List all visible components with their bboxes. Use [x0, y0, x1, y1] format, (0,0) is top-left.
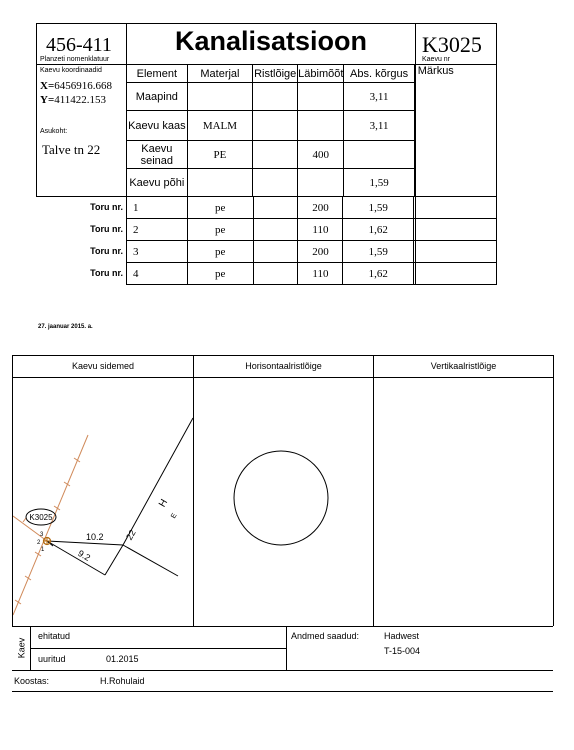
row-elevation: 3,11	[344, 111, 414, 141]
location-value: Talve tn 22	[42, 142, 101, 157]
col-note: Märkus	[414, 65, 496, 197]
dim-label-a: 10.2	[86, 532, 104, 542]
pipe-row	[127, 219, 497, 241]
pipe-elevation: 1,59	[343, 241, 414, 263]
tie-line-a	[47, 541, 123, 545]
row-element: Kaevu kaas	[127, 111, 188, 141]
pipe-row	[127, 241, 497, 263]
row-material	[187, 169, 253, 197]
pipe-label: Toru nr.	[90, 246, 123, 256]
building-side	[123, 545, 178, 576]
col-section: Ristlõige	[253, 65, 298, 83]
pipe-section	[253, 241, 298, 263]
author-label: Koostas:	[14, 676, 50, 686]
row-elevation	[344, 141, 414, 169]
col-element: Element	[127, 65, 188, 83]
pipe-section	[253, 197, 298, 219]
row-elevation: 3,11	[344, 83, 414, 111]
document-date: 27. jaanuar 2015. a.	[38, 324, 93, 330]
source-code: T-15-004	[384, 646, 421, 656]
pipe-section	[253, 263, 298, 285]
row-material: PE	[187, 141, 253, 169]
dim-label-c: 22	[124, 528, 138, 542]
row-diameter: 400	[298, 141, 344, 169]
row-diameter	[298, 111, 344, 141]
pipe-section	[253, 219, 298, 241]
panel-title-middle: Horisontaalristlõige	[245, 361, 322, 371]
pipe-nr: 2	[127, 219, 188, 241]
pipe-note	[414, 219, 497, 241]
side-label-box	[12, 626, 30, 670]
pipe-elevation: 1,62	[343, 219, 414, 241]
row-elevation: 1,59	[344, 169, 414, 197]
coord-y-label: Y=	[40, 94, 55, 106]
house-letter: H	[157, 497, 171, 510]
built-label: ehitatud	[38, 631, 71, 641]
author-value: H.Rohulaid	[100, 676, 145, 686]
pipe-line-diagonal	[13, 435, 88, 615]
row-element: Kaevu põhi	[127, 169, 188, 197]
panel-title-right: Vertikaalristlõige	[430, 361, 497, 371]
col-elevation: Abs. kõrgus	[344, 65, 414, 83]
col-diameter: Läbimõõt	[298, 65, 344, 83]
surveyed-date: 01.2015	[106, 654, 139, 664]
row-section	[253, 83, 298, 111]
coords-heading: Kaevu koordinaadid	[40, 67, 102, 74]
table-header-row	[127, 65, 497, 83]
well-id: K3025	[422, 32, 482, 57]
pipe-material: pe	[187, 219, 253, 241]
pipe-nr: 3	[127, 241, 188, 263]
pipe-number: 2	[37, 540, 41, 546]
row-material: MALM	[187, 111, 253, 141]
well-data-table	[126, 64, 497, 197]
coord-y-value: 411422.153	[54, 94, 107, 106]
row-diameter	[298, 169, 344, 197]
side-label: Kaev	[16, 637, 27, 659]
row-section	[253, 141, 298, 169]
map-number: 456-411	[46, 34, 112, 56]
pipe-note	[414, 263, 497, 285]
pipe-nr: 4	[127, 263, 188, 285]
pipe-row	[127, 197, 497, 219]
pipe-label: Toru nr.	[90, 224, 123, 234]
panel-title-left: Kaevu sidemed	[71, 361, 135, 371]
source-value: Hadwest	[384, 631, 420, 641]
pipe-number: 3	[40, 532, 44, 538]
pipe-material: pe	[187, 263, 253, 285]
pipe-diameter: 200	[298, 241, 343, 263]
pipe-elevation: 1,59	[343, 197, 414, 219]
dim-label-b: 9.2	[76, 548, 93, 563]
pipe-note	[414, 197, 497, 219]
row-material	[187, 83, 253, 111]
well-ties-sketch	[13, 378, 193, 626]
house-sub: E	[170, 512, 179, 520]
source-label: Andmed saadud:	[291, 631, 360, 641]
pipe-number: 1	[41, 547, 45, 553]
coord-y	[40, 94, 106, 106]
col-material: Materjal	[187, 65, 253, 83]
pipe-diameter: 200	[298, 197, 343, 219]
row-element: Kaevu seinad	[127, 141, 188, 169]
pipe-diameter: 110	[298, 219, 343, 241]
pipe-note	[414, 241, 497, 263]
pipe-table	[126, 196, 497, 285]
pipe-nr: 1	[127, 197, 188, 219]
pipe-material: pe	[187, 197, 253, 219]
location-label: Asukoht:	[40, 128, 68, 135]
horizontal-section-drawing	[194, 378, 373, 626]
coord-x	[40, 80, 112, 92]
pipe-label: Toru nr.	[90, 202, 123, 212]
row-section	[253, 169, 298, 197]
row-diameter	[298, 83, 344, 111]
row-section	[253, 111, 298, 141]
surveyed-label: uuritud	[38, 654, 66, 664]
well-section-circle	[234, 451, 328, 545]
map-number-caption: Planzeti nomenklatuur	[40, 56, 110, 63]
well-id-caption: Kaevu nr	[422, 56, 451, 63]
building-outline	[105, 418, 193, 575]
pipe-material: pe	[187, 241, 253, 263]
row-element: Maapind	[127, 83, 188, 111]
coord-x-label: X=	[40, 80, 55, 92]
well-tag-label: K3025	[29, 513, 53, 522]
pipe-elevation: 1,62	[343, 263, 414, 285]
page-title: Kanalisatsioon	[174, 26, 368, 56]
pipe-row	[127, 263, 497, 285]
pipe-diameter: 110	[298, 263, 343, 285]
coord-x-value: 6456916.668	[54, 80, 112, 92]
pipe-label: Toru nr.	[90, 268, 123, 278]
tie-line-b	[47, 541, 105, 575]
